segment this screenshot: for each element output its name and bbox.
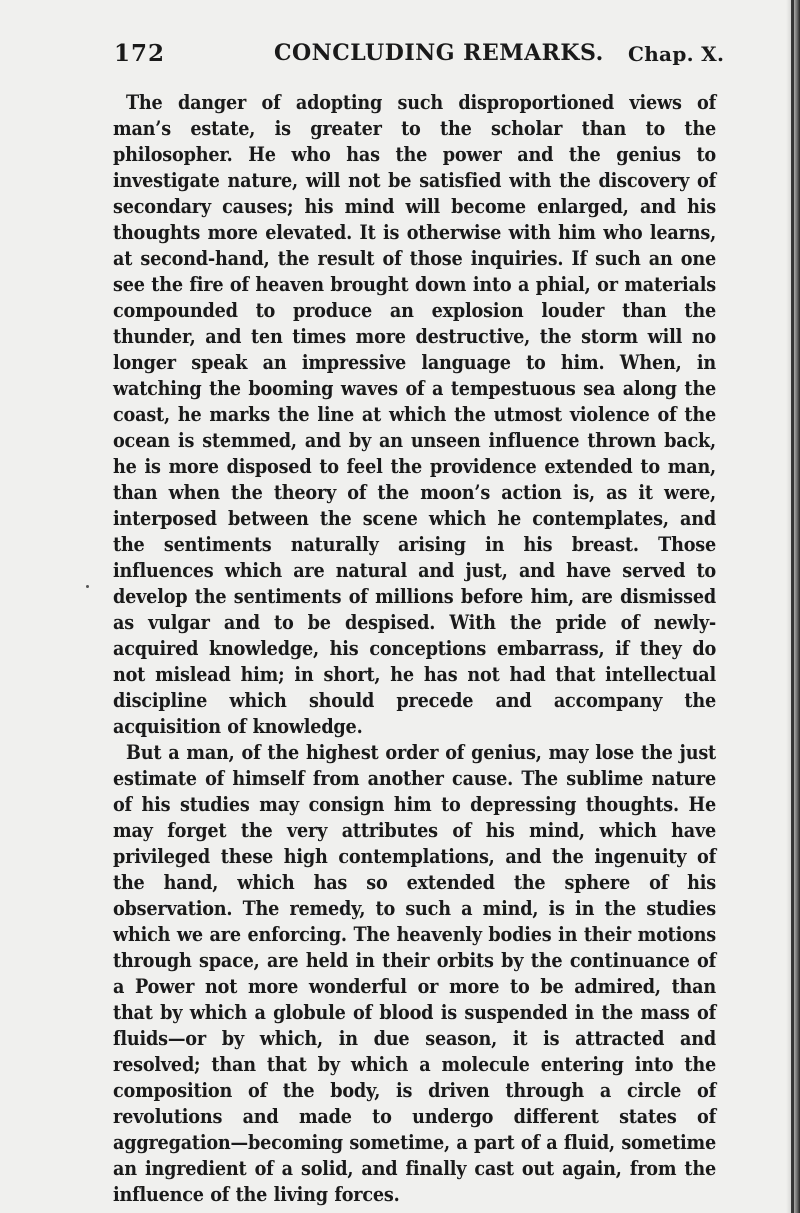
paragraph-1: The danger of adopting such disproportioned views of man’s estate, is greater to the scholar than to the philosopher. He who has the power and the genius to investigate nature, will not be satisfied with the discovery of secondary causes; his mind will become enlarged, and his thoughts more elevated. It is otherwise with him who learns, at second-hand, the result of those inquiries. If such an one see the fire of heaven brought down into a phial, or materials compounded to produce an explosion louder than the thunder, and ten times more destructive, the storm will no longer speak an impressive language to him. When, in watching the booming waves of a tempestuous sea along the coast, he marks the line at which the utmost violence of the ocean is stemmed, and by an unseen influence thrown back, he is more disposed to feel the providence extended to man, than when the theory of the moon’s action is, as it were, interposed between the scene which he contemplates, and the sentiments naturally arising in his breast. Those influences which are natural and just, and have served to develop the sentiments of millions before him, are dismissed as vulgar and to be despised. With the pride of newly-acquired knowledge, his conceptions embarrass, if they do not mislead him; in short, he has not had that intellectual discipline which should precede and accompany the acquisition of knowledge. — [113, 91, 716, 738]
body-text — [113, 90, 716, 1208]
running-title: CONCLUDING REMARKS. — [274, 40, 604, 66]
paragraph-2: But a man, of the highest order of genius, may lose the just estimate of himself from another cause. The sublime nature of his studies may consign him to depressing thoughts. He may forget the very attributes of his mind, which have privileged these high contemplations, and the ingenuity of the hand, which has so extended the sphere of his observation. The remedy, to such a mind, is in the studies which we are enforcing. The heavenly bodies in their motions through space, are held in their orbits by the continuance of a Power not more wonderful or more to be admired, than that by which a globule of blood is suspended in the mass of fluids—or by which, in due season, it is attracted and resolved; than that by which a molecule entering into the composition of the body, is driven through a circle of revolutions and made to undergo different states of aggregation—becoming sometime, a part of a fluid, sometime an ingredient of a solid, and finally cast out again, from the influence of the living forces. — [113, 741, 716, 1206]
running-head — [0, 0, 800, 90]
chapter-reference: Chap. X. — [628, 42, 725, 66]
print-speck — [86, 585, 89, 588]
page-number: 172 — [114, 40, 166, 67]
page-edge-line — [791, 0, 794, 1213]
